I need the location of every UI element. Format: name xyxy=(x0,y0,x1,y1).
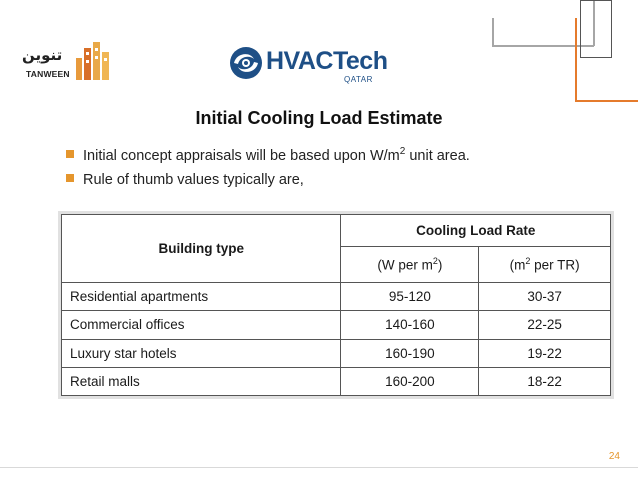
header-unit-w-per-m2: (W per $m^2$) xyxy=(341,247,479,283)
row-m2-per-tr: 19-22 xyxy=(479,339,611,367)
row-building-name: Residential apartments xyxy=(62,283,341,311)
decor-line-orange-horizontal xyxy=(575,100,638,102)
bullet-item xyxy=(66,146,470,164)
bullet-text: Initial concept appraisals will be based upon W/m xyxy=(83,147,400,164)
row-w-per-m2: 95-120 xyxy=(341,283,479,311)
cooling-load-table xyxy=(58,211,614,399)
bullet-square-icon xyxy=(66,150,74,158)
row-w-per-m2: 160-200 xyxy=(341,367,479,395)
header-cooling-load-rate: Cooling Load Rate xyxy=(341,215,611,247)
bullet-square-icon xyxy=(66,174,74,182)
table-row xyxy=(62,311,611,339)
footer-divider xyxy=(0,467,638,468)
slide-title: Initial Cooling Load Estimate xyxy=(195,108,443,128)
tanween-logo xyxy=(22,40,112,90)
tanween-buildings-icon xyxy=(74,40,114,82)
header-unit-m2-per-tr: ($m^2$ per TR) xyxy=(479,247,611,283)
decor-line-orange-vertical xyxy=(575,18,577,101)
row-building-name: Luxury star hotels xyxy=(62,339,341,367)
row-m2-per-tr: 22-25 xyxy=(479,311,611,339)
row-building-name: Commercial offices xyxy=(62,311,341,339)
hvactech-logo-text: HVACTech xyxy=(266,47,388,75)
bullet-superscript: 2 xyxy=(399,146,406,157)
row-m2-per-tr: 18-22 xyxy=(479,367,611,395)
hvactech-logo-subtext: QATAR xyxy=(344,75,373,84)
decor-line-horizontal xyxy=(492,45,594,47)
hvactech-swirl-icon xyxy=(228,45,264,81)
row-w-per-m2: 140-160 xyxy=(341,311,479,339)
table-row xyxy=(62,339,611,367)
tanween-logo-arabic: تنوين xyxy=(22,46,63,64)
decor-line-left-vertical xyxy=(492,18,494,46)
row-w-per-m2: 160-190 xyxy=(341,339,479,367)
row-building-name: Retail malls xyxy=(62,367,341,395)
header-building-type: Building type xyxy=(62,215,341,283)
hvactech-logo xyxy=(228,45,388,85)
bullet-item xyxy=(66,172,304,188)
tanween-logo-text: TANWEEN xyxy=(26,69,70,79)
bullet-text: Rule of thumb values typically are, xyxy=(83,172,304,188)
page-number: 24 xyxy=(608,451,620,462)
bullet-text-end: unit area. xyxy=(405,147,470,164)
table-row xyxy=(62,283,611,311)
decor-box-outline xyxy=(580,0,612,58)
row-m2-per-tr: 30-37 xyxy=(479,283,611,311)
table-row xyxy=(62,367,611,395)
